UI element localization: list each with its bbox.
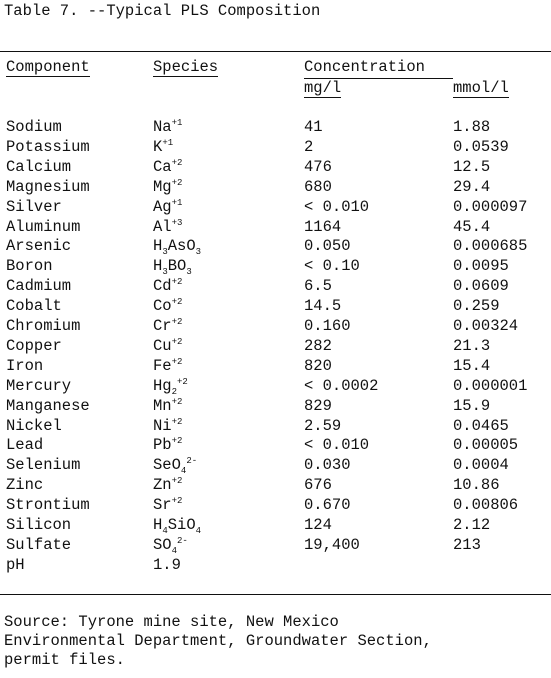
mg-l-cell: 820 bbox=[304, 356, 332, 375]
mmol-l-cell: 0.00005 bbox=[453, 436, 519, 455]
mg-l-cell: 0.160 bbox=[304, 317, 351, 335]
table-row bbox=[0, 137, 551, 157]
mg-l-cell: 124 bbox=[304, 516, 332, 534]
species-cell bbox=[153, 515, 201, 535]
species-base: Mn bbox=[153, 396, 172, 415]
table-row bbox=[0, 376, 551, 396]
mmol-l-cell: 213 bbox=[453, 535, 481, 554]
species-base: SO bbox=[153, 535, 172, 554]
species-base: Cr bbox=[153, 317, 172, 335]
mg-l-cell: 829 bbox=[304, 396, 332, 415]
mmol-l-cell: 12.5 bbox=[453, 157, 491, 176]
mmol-l-cell: 0.00806 bbox=[453, 496, 519, 515]
species-cell bbox=[153, 177, 182, 197]
species-cell bbox=[153, 157, 182, 177]
component-cell: Magnesium bbox=[6, 177, 90, 196]
mmol-l-cell: 0.0465 bbox=[453, 416, 509, 435]
component-cell: Manganese bbox=[6, 396, 90, 415]
table-row bbox=[0, 535, 551, 555]
species-cell bbox=[153, 296, 182, 316]
species-cell bbox=[153, 396, 182, 416]
mg-l-cell: 0.030 bbox=[304, 456, 351, 475]
species-cell bbox=[153, 356, 182, 376]
species-subscript: 2 bbox=[171, 386, 178, 397]
table-row bbox=[0, 495, 551, 515]
header-concentration: Concentration bbox=[304, 58, 425, 76]
species-charge: +2 bbox=[171, 177, 183, 188]
mmol-l-cell: 45.4 bbox=[453, 217, 491, 236]
species-base: H bbox=[153, 237, 163, 256]
species-charge: +2 bbox=[171, 495, 183, 506]
species-subscript: 3 bbox=[195, 247, 202, 258]
species-base: Ca bbox=[153, 157, 172, 176]
component-cell: Cadmium bbox=[6, 277, 72, 296]
species-base: Pb bbox=[153, 436, 172, 455]
species-cell bbox=[153, 376, 188, 396]
table-row bbox=[0, 256, 551, 276]
header-mg-l: mg/l bbox=[304, 79, 342, 97]
top-rule bbox=[0, 51, 551, 52]
mmol-l-cell: 0.000097 bbox=[453, 197, 528, 216]
mmol-l-cell: 0.0004 bbox=[453, 456, 509, 475]
species-base: Cu bbox=[153, 336, 172, 355]
species-charge: +2 bbox=[171, 356, 183, 367]
mg-l-cell: < 0.0002 bbox=[304, 376, 379, 395]
mg-l-cell: < 0.010 bbox=[304, 197, 370, 216]
component-cell: Sulfate bbox=[6, 535, 72, 554]
table-row bbox=[0, 316, 551, 336]
species-cell bbox=[153, 256, 192, 276]
mg-l-cell: < 0.010 bbox=[304, 436, 370, 455]
table-row bbox=[0, 217, 551, 237]
component-cell: Potassium bbox=[6, 137, 90, 156]
species-charge: +2 bbox=[171, 277, 183, 288]
mmol-l-cell: 0.000001 bbox=[453, 376, 528, 395]
species-base: Zn bbox=[153, 476, 172, 495]
table-row bbox=[0, 356, 551, 376]
species-charge: +3 bbox=[171, 217, 183, 228]
table-row bbox=[0, 296, 551, 316]
component-cell: Aluminum bbox=[6, 217, 81, 236]
species-cell bbox=[153, 197, 182, 217]
table-row bbox=[0, 555, 551, 575]
mmol-l-cell: 0.259 bbox=[453, 297, 500, 316]
species-subscript: 3 bbox=[186, 267, 192, 278]
species-base: H bbox=[153, 516, 163, 534]
component-cell: Lead bbox=[6, 436, 44, 455]
species-charge: +2 bbox=[171, 416, 183, 427]
mg-l-cell: 14.5 bbox=[304, 297, 342, 316]
mg-l-cell: 2.59 bbox=[304, 416, 342, 435]
mg-l-cell: 1164 bbox=[304, 217, 342, 236]
table-row bbox=[0, 416, 551, 436]
species-base: Cd bbox=[153, 277, 172, 296]
species-base: Fe bbox=[153, 356, 172, 375]
table-row bbox=[0, 197, 551, 217]
table-row bbox=[0, 336, 551, 356]
table-row bbox=[0, 157, 551, 177]
component-cell: Silicon bbox=[6, 516, 72, 534]
mg-l-cell: 19,400 bbox=[304, 535, 360, 554]
species-base: 1.9 bbox=[153, 555, 181, 574]
table-title: Table 7. --Typical PLS Composition bbox=[4, 2, 321, 20]
mg-l-cell: 2 bbox=[304, 137, 314, 156]
mg-l-cell: < 0.10 bbox=[304, 257, 360, 276]
component-cell: Cobalt bbox=[6, 297, 62, 316]
component-cell: pH bbox=[6, 555, 25, 574]
mg-l-cell: 0.670 bbox=[304, 496, 351, 515]
mg-l-cell: 6.5 bbox=[304, 277, 332, 296]
header-species: Species bbox=[153, 58, 219, 76]
component-cell: Silver bbox=[6, 197, 62, 216]
species-charge: +1 bbox=[171, 117, 183, 128]
species-cell bbox=[153, 236, 201, 256]
mmol-l-cell: 0.00324 bbox=[453, 317, 519, 335]
species-charge: +2 bbox=[177, 376, 188, 387]
table-row bbox=[0, 236, 551, 256]
species-cell bbox=[153, 455, 197, 475]
species-charge: +2 bbox=[171, 316, 183, 327]
species-base: Ag bbox=[153, 197, 172, 216]
species-base: AsO bbox=[167, 237, 196, 256]
table-row bbox=[0, 276, 551, 296]
component-cell: Chromium bbox=[6, 317, 81, 335]
species-charge: +2 bbox=[171, 476, 183, 487]
species-base: Al bbox=[153, 217, 172, 236]
component-cell: Sodium bbox=[6, 118, 62, 136]
species-charge: 2- bbox=[177, 535, 188, 546]
mmol-l-cell: 21.3 bbox=[453, 336, 491, 355]
species-cell bbox=[153, 555, 181, 575]
species-cell bbox=[153, 475, 182, 495]
mmol-l-cell: 0.000685 bbox=[453, 237, 528, 256]
species-cell bbox=[153, 137, 173, 157]
component-cell: Selenium bbox=[6, 456, 81, 475]
mmol-l-cell: 0.0539 bbox=[453, 137, 509, 156]
species-subscript: 3 bbox=[162, 267, 168, 278]
species-charge: +2 bbox=[171, 436, 183, 447]
species-cell bbox=[153, 316, 182, 336]
species-subscript: 3 bbox=[162, 247, 168, 258]
species-cell bbox=[153, 336, 182, 356]
species-base: Ni bbox=[153, 416, 172, 435]
mmol-l-cell: 29.4 bbox=[453, 177, 491, 196]
mmol-l-cell: 10.86 bbox=[453, 476, 500, 495]
species-base: SeO bbox=[153, 456, 181, 475]
component-cell: Boron bbox=[6, 257, 53, 276]
table-row bbox=[0, 475, 551, 495]
mg-l-cell: 0.050 bbox=[304, 237, 351, 256]
table-row bbox=[0, 455, 551, 475]
species-charge: +1 bbox=[162, 137, 174, 148]
species-charge: +2 bbox=[171, 157, 183, 168]
species-cell bbox=[153, 117, 182, 137]
mmol-l-cell: 2.12 bbox=[453, 516, 491, 534]
species-charge: 2- bbox=[186, 456, 198, 467]
mg-l-cell: 282 bbox=[304, 336, 332, 355]
species-cell bbox=[153, 535, 188, 555]
component-cell: Copper bbox=[6, 336, 62, 355]
species-cell bbox=[153, 416, 182, 436]
header-mmol-l: mmol/l bbox=[453, 79, 509, 97]
species-subscript: 4 bbox=[162, 526, 168, 537]
species-charge: +2 bbox=[171, 296, 183, 307]
mmol-l-cell: 15.4 bbox=[453, 356, 491, 375]
species-base: H bbox=[153, 257, 163, 276]
species-base: Na bbox=[153, 118, 172, 136]
table-row bbox=[0, 396, 551, 416]
component-cell: Mercury bbox=[6, 376, 72, 395]
species-base: SiO bbox=[167, 516, 196, 534]
species-cell bbox=[153, 217, 182, 237]
table-row bbox=[0, 515, 551, 535]
species-subscript: 4 bbox=[195, 526, 202, 537]
mg-l-cell: 676 bbox=[304, 476, 332, 495]
table-row bbox=[0, 435, 551, 455]
mg-l-cell: 680 bbox=[304, 177, 332, 196]
component-cell: Zinc bbox=[6, 476, 44, 495]
component-cell: Calcium bbox=[6, 157, 72, 176]
mmol-l-cell: 0.0095 bbox=[453, 257, 509, 276]
mmol-l-cell: 0.0609 bbox=[453, 277, 509, 296]
species-base: Co bbox=[153, 297, 172, 316]
mg-l-cell: 476 bbox=[304, 157, 332, 176]
species-base: K bbox=[153, 137, 163, 156]
mg-l-cell: 41 bbox=[304, 118, 323, 136]
species-cell bbox=[153, 435, 182, 455]
component-cell: Strontium bbox=[6, 496, 90, 515]
species-base: Mg bbox=[153, 177, 172, 196]
component-cell: Arsenic bbox=[6, 237, 72, 256]
species-charge: +1 bbox=[171, 197, 183, 208]
species-subscript: 4 bbox=[180, 466, 187, 477]
mmol-l-cell: 15.9 bbox=[453, 396, 491, 415]
bottom-rule bbox=[0, 594, 551, 595]
species-subscript: 4 bbox=[171, 545, 178, 556]
species-base: BO bbox=[167, 257, 187, 276]
species-cell bbox=[153, 276, 182, 296]
table-row bbox=[0, 117, 551, 137]
species-base: Sr bbox=[153, 496, 172, 515]
mmol-l-cell: 1.88 bbox=[453, 118, 491, 136]
header-component: Component bbox=[6, 58, 90, 76]
table-row bbox=[0, 177, 551, 197]
species-charge: +2 bbox=[171, 336, 183, 347]
source-note: Source: Tyrone mine site, New Mexico Environmental Department, Groundwater Section, permit files. bbox=[4, 613, 432, 669]
component-cell: Iron bbox=[6, 356, 44, 375]
component-cell: Nickel bbox=[6, 416, 62, 435]
species-cell bbox=[153, 495, 182, 515]
species-charge: +2 bbox=[171, 396, 183, 407]
species-base: Hg bbox=[153, 376, 172, 395]
